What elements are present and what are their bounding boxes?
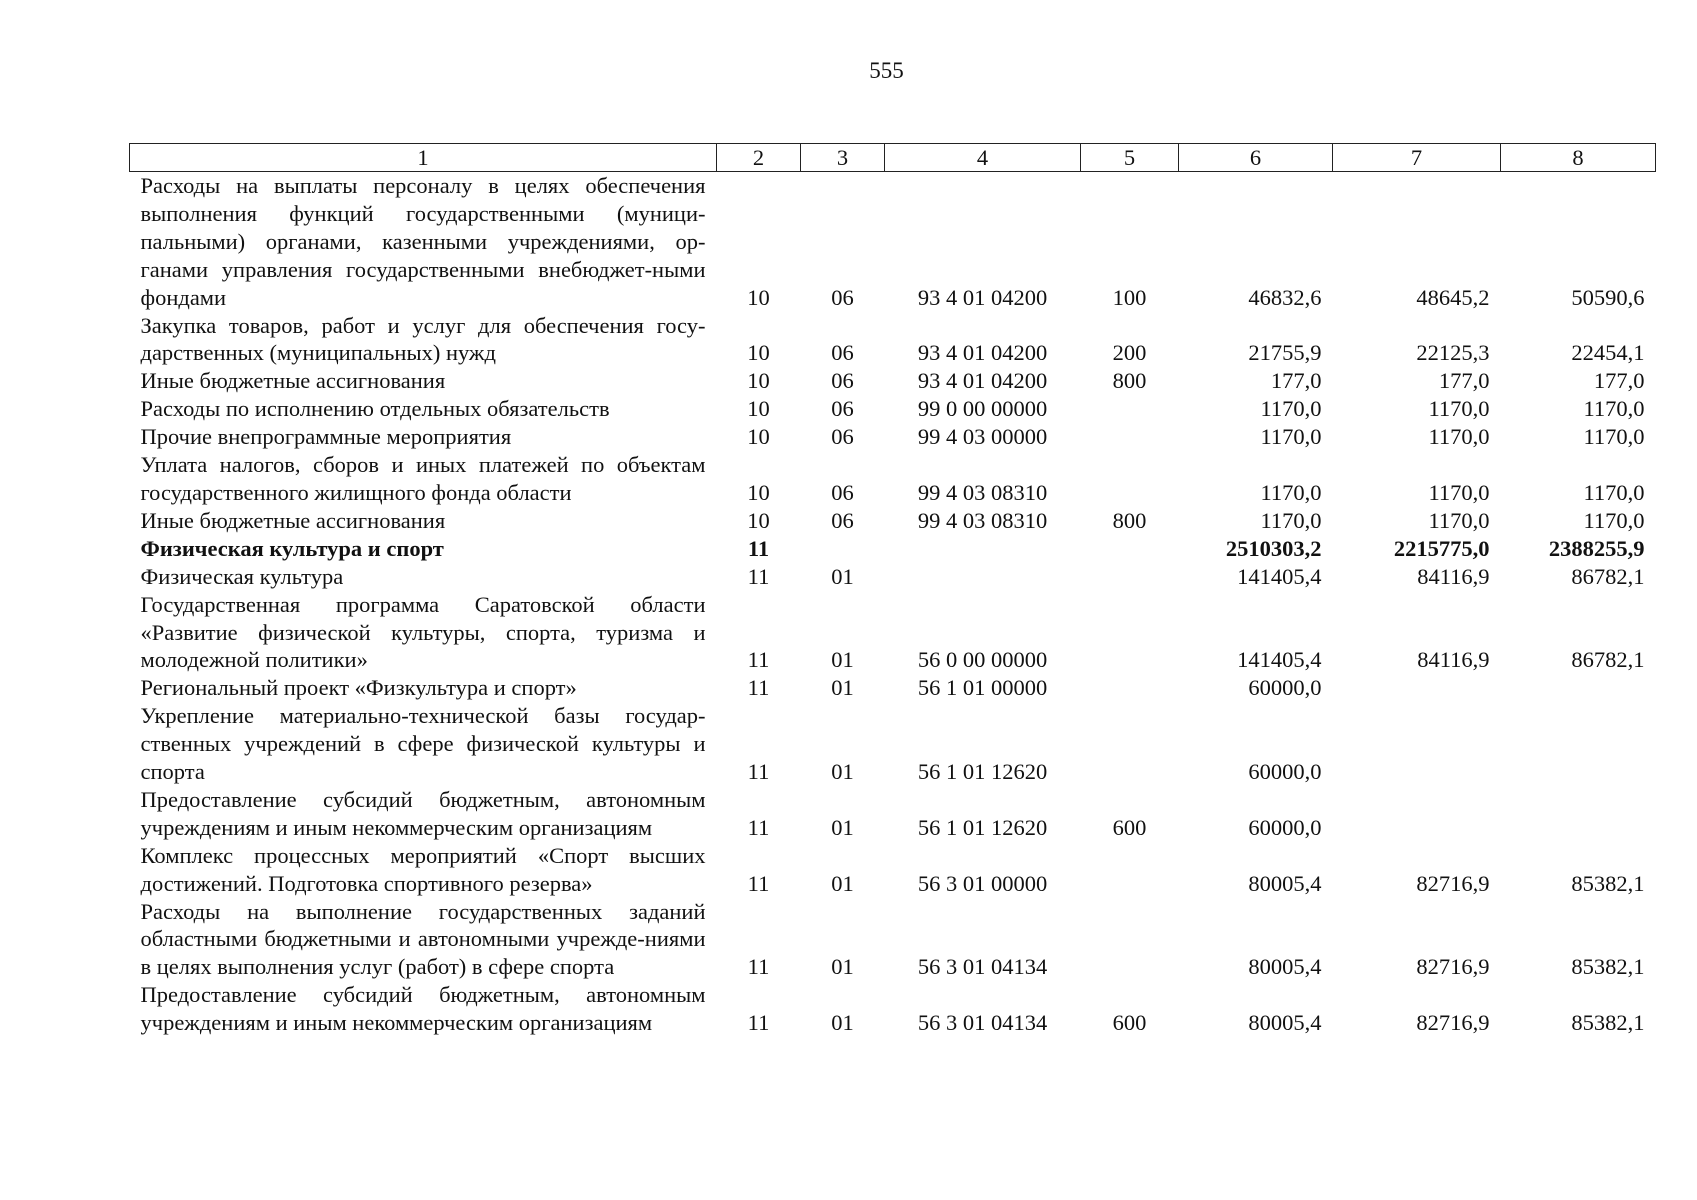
table-row [130, 367, 1656, 395]
row-name: Расходы на выполнение государственных заданий областными бюджетными и автономными учрежде-ниями в целях выполнения услуг (работ) в сфере спорта [140, 898, 706, 980]
row-target-article: 93 4 01 04200 [917, 340, 1048, 366]
row-name: Региональный проект «Физкультура и спорт» [140, 675, 577, 701]
row-expense-type [1081, 535, 1179, 563]
row-amount-year2: 82716,9 [1416, 870, 1490, 896]
row-name: Уплата налогов, сборов и иных платежей по объектам государственного жилищного фонда области [140, 452, 706, 505]
header-col-8: 8 [1501, 144, 1656, 172]
row-target-article: 99 4 03 08310 [917, 507, 1048, 533]
row-amount-year1: 1170,0 [1260, 479, 1322, 505]
table-row [130, 842, 1656, 898]
row-target-article: 56 1 01 12620 [917, 814, 1048, 840]
table-row [130, 898, 1656, 982]
row-amount-year1: 80005,4 [1248, 870, 1322, 896]
row-amount-year1: 177,0 [1270, 368, 1322, 394]
row-target-article [885, 535, 1081, 563]
row-amount-year3 [1501, 674, 1656, 702]
table-row [130, 674, 1656, 702]
row-target-article: 56 3 01 00000 [917, 870, 1048, 896]
row-name: Расходы по исполнению отдельных обязательств [140, 396, 610, 422]
row-amount-year2: 82716,9 [1416, 954, 1490, 980]
row-expense-type: 200 [1112, 340, 1147, 366]
row-amount-year3: 85382,1 [1571, 1010, 1645, 1036]
row-amount-year1: 21755,9 [1248, 340, 1322, 366]
row-target-article: 56 1 01 12620 [917, 759, 1048, 785]
row-section: 10 [747, 396, 770, 422]
row-amount-year3: 86782,1 [1571, 647, 1645, 673]
row-amount-year1: 1170,0 [1260, 396, 1322, 422]
row-amount-year1: 141405,4 [1237, 563, 1322, 589]
row-amount-year3: 85382,1 [1571, 870, 1645, 896]
row-section: 10 [747, 479, 770, 505]
row-expense-type: 600 [1112, 1010, 1147, 1036]
row-expense-type [1081, 395, 1179, 423]
row-amount-year2: 1170,0 [1428, 396, 1490, 422]
row-section: 10 [747, 368, 770, 394]
header-col-4: 4 [885, 144, 1081, 172]
row-expense-type [1081, 898, 1179, 982]
row-subsection: 01 [831, 1010, 854, 1036]
row-amount-year1: 141405,4 [1237, 647, 1322, 673]
row-amount-year2 [1333, 702, 1501, 786]
row-section: 11 [747, 675, 770, 701]
table-row [130, 451, 1656, 507]
row-subsection: 06 [831, 479, 854, 505]
row-target-article: 93 4 01 04200 [917, 368, 1048, 394]
row-expense-type: 600 [1112, 814, 1147, 840]
header-col-2: 2 [717, 144, 801, 172]
row-name: Иные бюджетные ассигнования [140, 368, 446, 394]
row-amount-year3: 85382,1 [1571, 954, 1645, 980]
row-subsection: 06 [831, 396, 854, 422]
table-row [130, 423, 1656, 451]
row-subsection: 01 [831, 954, 854, 980]
table-row [130, 563, 1656, 591]
row-section: 10 [747, 284, 770, 310]
row-section: 11 [747, 759, 770, 785]
row-expense-type [1081, 451, 1179, 507]
row-amount-year2: 84116,9 [1417, 563, 1490, 589]
row-subsection: 01 [831, 647, 854, 673]
row-subsection: 06 [831, 340, 854, 366]
row-amount-year1: 60000,0 [1248, 814, 1322, 840]
table-row [130, 981, 1656, 1037]
row-target-article: 56 0 00 00000 [917, 647, 1048, 673]
row-name: Предоставление субсидий бюджетным, автономным учреждениям и иным некоммерческим организациям [140, 982, 706, 1036]
row-section: 10 [747, 424, 770, 450]
table-row [130, 507, 1656, 535]
row-section: 11 [747, 870, 770, 896]
table-row [130, 786, 1656, 842]
row-amount-year1: 1170,0 [1260, 424, 1322, 450]
header-col-5: 5 [1081, 144, 1179, 172]
table-row [130, 395, 1656, 423]
row-expense-type: 800 [1112, 507, 1147, 533]
row-amount-year3: 2388255,9 [1548, 535, 1645, 561]
row-name: Иные бюджетные ассигнования [140, 507, 446, 533]
budget-table [129, 143, 1656, 1037]
row-expense-type: 100 [1112, 284, 1147, 310]
row-amount-year2 [1333, 674, 1501, 702]
row-subsection [801, 535, 885, 563]
row-amount-year2: 2215775,0 [1393, 535, 1490, 561]
row-amount-year3: 1170,0 [1583, 479, 1645, 505]
row-name: Предоставление субсидий бюджетным, автономным учреждениям и иным некоммерческим организациям [140, 786, 706, 840]
row-expense-type [1081, 423, 1179, 451]
header-col-3: 3 [801, 144, 885, 172]
row-target-article: 56 1 01 00000 [917, 675, 1048, 701]
row-subsection: 01 [831, 814, 854, 840]
row-amount-year2: 177,0 [1438, 368, 1490, 394]
row-amount-year1: 80005,4 [1248, 1010, 1322, 1036]
row-target-article: 56 3 01 04134 [917, 954, 1048, 980]
row-amount-year3: 1170,0 [1583, 507, 1645, 533]
row-amount-year1: 60000,0 [1248, 759, 1322, 785]
table-header-row [130, 144, 1656, 172]
row-section: 10 [747, 340, 770, 366]
row-name: Укрепление материально-технической базы государ-ственных учреждений в сфере физической культуры и спорта [140, 703, 706, 785]
row-subsection: 01 [831, 759, 854, 785]
row-amount-year3 [1501, 702, 1656, 786]
row-name: Расходы на выплаты персоналу в целях обеспечения выполнения функций государственными (муници-пальными) органами, казенными учреждениями, ор-ганами управления государственными внебюджет-ными фондами [140, 173, 706, 310]
row-amount-year3 [1501, 786, 1656, 842]
row-amount-year3: 1170,0 [1583, 424, 1645, 450]
row-amount-year3: 1170,0 [1583, 396, 1645, 422]
table-row [130, 312, 1656, 368]
header-col-6: 6 [1179, 144, 1333, 172]
row-subsection: 06 [831, 424, 854, 450]
row-amount-year2: 48645,2 [1416, 284, 1490, 310]
row-amount-year2 [1333, 786, 1501, 842]
row-amount-year2: 1170,0 [1428, 507, 1490, 533]
row-expense-type [1081, 674, 1179, 702]
row-section: 10 [747, 507, 770, 533]
row-target-article: 99 4 03 08310 [917, 479, 1048, 505]
row-amount-year1: 60000,0 [1248, 675, 1322, 701]
row-section: 11 [747, 814, 770, 840]
table-row [130, 172, 1656, 312]
row-subsection: 06 [831, 284, 854, 310]
table-row [130, 535, 1656, 563]
row-amount-year2: 1170,0 [1428, 479, 1490, 505]
row-amount-year2: 22125,3 [1416, 340, 1490, 366]
header-col-7: 7 [1333, 144, 1501, 172]
row-amount-year3: 86782,1 [1571, 563, 1645, 589]
row-amount-year2: 1170,0 [1428, 424, 1490, 450]
row-section: 11 [747, 647, 770, 673]
row-amount-year3: 22454,1 [1571, 340, 1645, 366]
row-expense-type [1081, 842, 1179, 898]
header-col-1: 1 [130, 144, 717, 172]
row-amount-year1: 1170,0 [1260, 507, 1322, 533]
row-name: Физическая культура [140, 563, 344, 589]
row-section: 11 [747, 535, 770, 561]
row-expense-type [1081, 591, 1179, 675]
row-name: Прочие внепрограммные мероприятия [140, 424, 512, 450]
row-expense-type [1081, 702, 1179, 786]
row-name: Закупка товаров, работ и услуг для обеспечения госу-дарственных (муниципальных) нужд [140, 312, 706, 366]
row-section: 11 [747, 563, 770, 589]
row-target-article: 56 3 01 04134 [917, 1010, 1048, 1036]
row-target-article: 99 0 00 00000 [917, 396, 1048, 422]
row-target-article [885, 563, 1081, 591]
row-subsection: 01 [831, 563, 854, 589]
row-subsection: 06 [831, 368, 854, 394]
table-row [130, 702, 1656, 786]
row-name: Государственная программа Саратовской области «Развитие физической культуры, спорта, туризма и молодежной политики» [140, 591, 706, 673]
row-amount-year1: 80005,4 [1248, 954, 1322, 980]
row-expense-type: 800 [1112, 368, 1147, 394]
row-subsection: 06 [831, 507, 854, 533]
table-row [130, 591, 1656, 675]
row-amount-year3: 50590,6 [1571, 284, 1645, 310]
row-target-article: 93 4 01 04200 [917, 284, 1048, 310]
row-expense-type [1081, 563, 1179, 591]
row-amount-year3: 177,0 [1593, 368, 1645, 394]
row-section: 11 [747, 1010, 770, 1036]
row-subsection: 01 [831, 675, 854, 701]
page-number: 555 [869, 58, 904, 83]
row-amount-year2: 84116,9 [1417, 647, 1490, 673]
table-body [130, 172, 1656, 1038]
row-amount-year2: 82716,9 [1416, 1010, 1490, 1036]
row-amount-year1: 46832,6 [1248, 284, 1322, 310]
row-section: 11 [747, 954, 770, 980]
row-amount-year1: 2510303,2 [1225, 535, 1322, 561]
row-subsection: 01 [831, 870, 854, 896]
row-name: Физическая культура и спорт [140, 535, 444, 561]
row-target-article: 99 4 03 00000 [917, 424, 1048, 450]
row-name: Комплекс процессных мероприятий «Спорт высших достижений. Подготовка спортивного резерва» [140, 842, 706, 896]
